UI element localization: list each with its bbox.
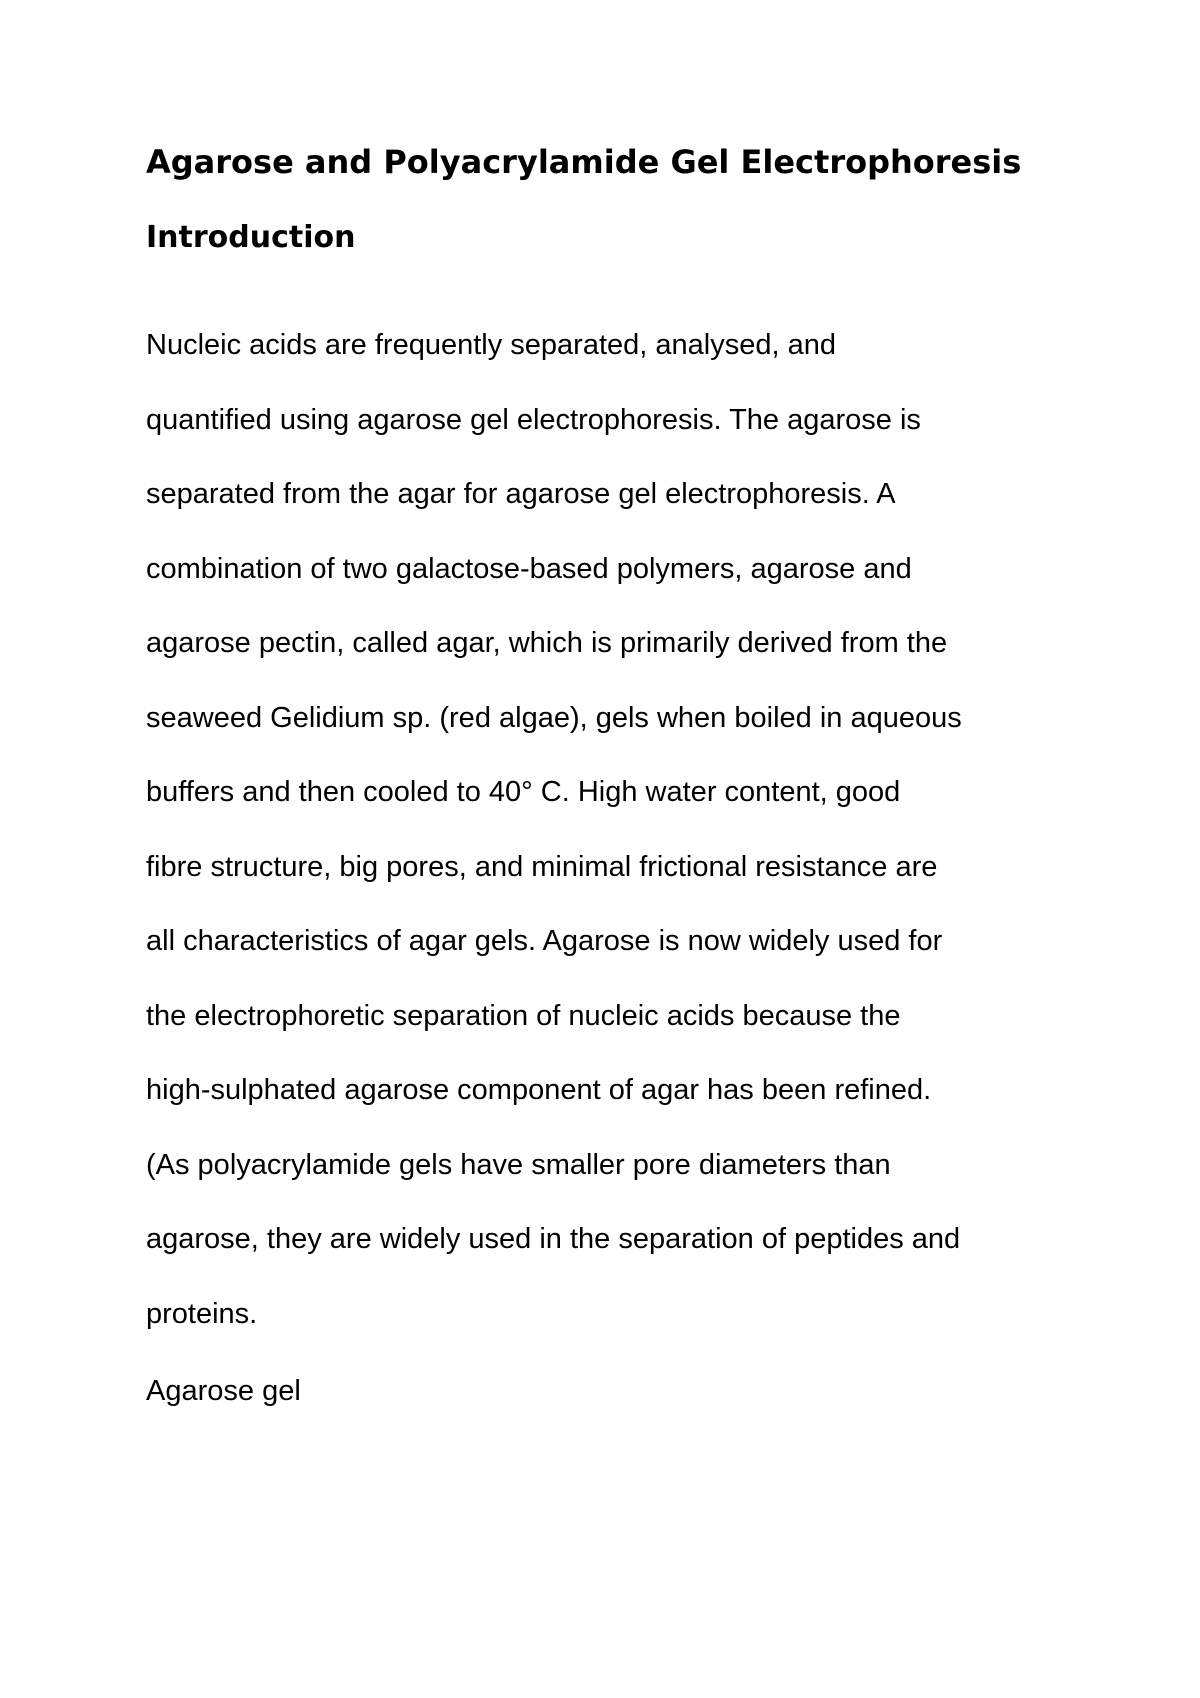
paragraph-line: buffers and then cooled to 40° C. High water content, good xyxy=(146,776,901,808)
paragraph-line: all characteristics of agar gels. Agarose is now widely used for xyxy=(146,925,943,957)
document-title: Agarose and Polyacrylamide Gel Electrophoresis xyxy=(146,143,1022,181)
paragraph-line: proteins. xyxy=(146,1297,258,1330)
paragraph-line: high-sulphated agarose component of agar has been refined. xyxy=(146,1074,932,1106)
section-heading-introduction: Introduction xyxy=(146,220,356,255)
paragraph-line: agarose pectin, called agar, which is primarily derived from the xyxy=(146,627,948,659)
paragraph-line: combination of two galactose-based polymers, agarose and xyxy=(146,552,912,585)
paragraph-line: (As polyacrylamide gels have smaller pore diameters than xyxy=(146,1148,891,1181)
introduction-paragraph xyxy=(146,308,962,1351)
paragraph-line: Nucleic acids are frequently separated, analysed, and xyxy=(146,329,836,361)
paragraph-line: separated from the agar for agarose gel electrophoresis. A xyxy=(146,478,896,510)
paragraph-line: the electrophoretic separation of nucleic acids because the xyxy=(146,999,901,1032)
subheading-agarose-gel: Agarose gel xyxy=(146,1375,301,1407)
paragraph-line: fibre structure, big pores, and minimal frictional resistance are xyxy=(146,850,938,883)
paragraph-line: seaweed Gelidium sp. (red algae), gels when boiled in aqueous xyxy=(146,701,962,734)
paragraph-line: quantified using agarose gel electrophoresis. The agarose is xyxy=(146,403,921,436)
paragraph-line: agarose, they are widely used in the separation of peptides and xyxy=(146,1223,961,1255)
